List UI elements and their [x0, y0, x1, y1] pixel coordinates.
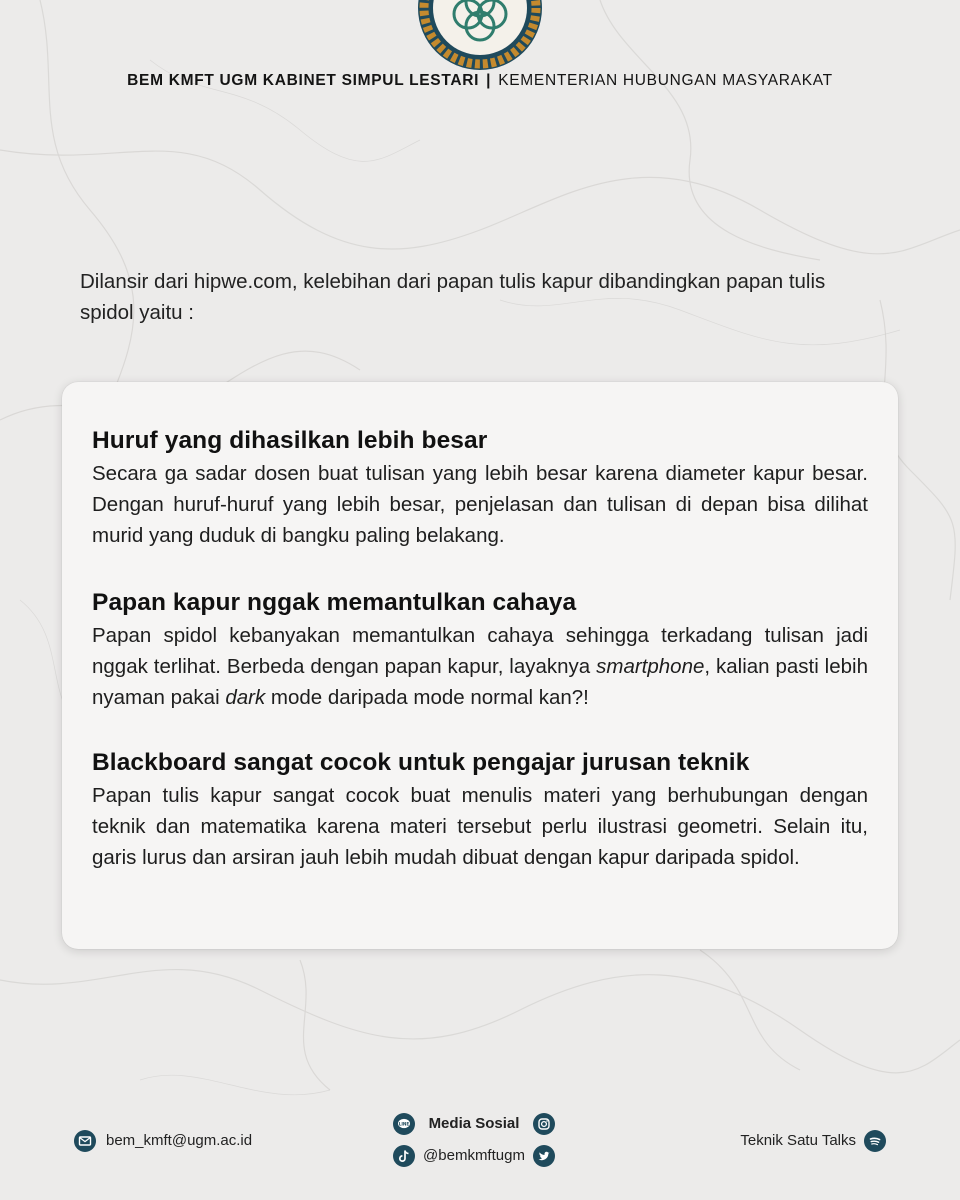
email-contact[interactable] — [74, 1130, 252, 1152]
point-3-title: Blackboard sangat cocok untuk pengajar jurusan teknik — [92, 749, 750, 776]
point-2-body — [92, 620, 868, 713]
point-2 — [92, 588, 868, 713]
line-icon[interactable] — [393, 1113, 415, 1135]
mail-icon — [74, 1130, 96, 1152]
point-2-body-em2: dark — [225, 686, 266, 709]
point-2-title: Papan kapur nggak memantulkan cahaya — [92, 589, 577, 616]
ministry-name: KEMENTERIAN HUBUNGAN MASYARAKAT — [498, 72, 833, 89]
twitter-icon[interactable] — [533, 1145, 555, 1167]
podcast-link[interactable] — [740, 1130, 886, 1152]
point-1 — [92, 426, 868, 551]
instagram-icon[interactable] — [533, 1113, 555, 1135]
email-address: bem_kmft@ugm.ac.id — [106, 1131, 253, 1149]
social-media-block — [393, 1113, 573, 1177]
spotify-icon — [864, 1130, 886, 1152]
footer — [0, 1100, 960, 1200]
header-separator: | — [486, 72, 492, 89]
organization-name: BEM KMFT UGM KABINET SIMPUL LESTARI — [127, 72, 480, 89]
kabinet-logo — [416, 0, 544, 72]
social-handle: @bemkmftugm — [423, 1147, 525, 1165]
point-2-body-part2: , kalian pasti lebih nyaman pakai — [92, 655, 868, 709]
svg-text:LINE: LINE — [398, 1121, 410, 1127]
point-2-body-part1: Papan spidol kebanyakan memantulkan cahaya sehingga terkadang tulisan jadi nggak terlihat. Berbeda dengan papan kapur, layaknya — [92, 624, 868, 678]
podcast-name: Teknik Satu Talks — [740, 1131, 856, 1149]
point-1-title: Huruf yang dihasilkan lebih besar — [92, 427, 488, 454]
point-2-body-em1: smartphone — [596, 655, 705, 678]
point-2-body-part3: mode daripada mode normal kan?! — [265, 686, 589, 709]
intro-text: Dilansir dari hipwe.com, kelebihan dari papan tulis kapur dibandingkan papan tulis spidol yaitu : — [80, 270, 826, 324]
social-label: Media Sosial — [428, 1115, 520, 1133]
point-3 — [92, 748, 868, 873]
tiktok-icon[interactable] — [393, 1145, 415, 1167]
point-3-body: Papan tulis kapur sangat cocok buat menulis materi yang berhubungan dengan teknik dan matematika karena materi tersebut perlu ilustrasi geometri. Selain itu, garis lurus dan arsiran jauh lebih mudah dibuat dengan kapur daripada spidol. — [92, 784, 868, 869]
content-card — [62, 382, 898, 949]
header-banner — [0, 72, 960, 90]
point-1-body: Secara ga sadar dosen buat tulisan yang lebih besar karena diameter kapur besar. Dengan huruf-huruf yang lebih besar, penjelasan dan tulisan di depan bisa dilihat murid yang duduk di bangku paling belakang. — [92, 462, 868, 547]
